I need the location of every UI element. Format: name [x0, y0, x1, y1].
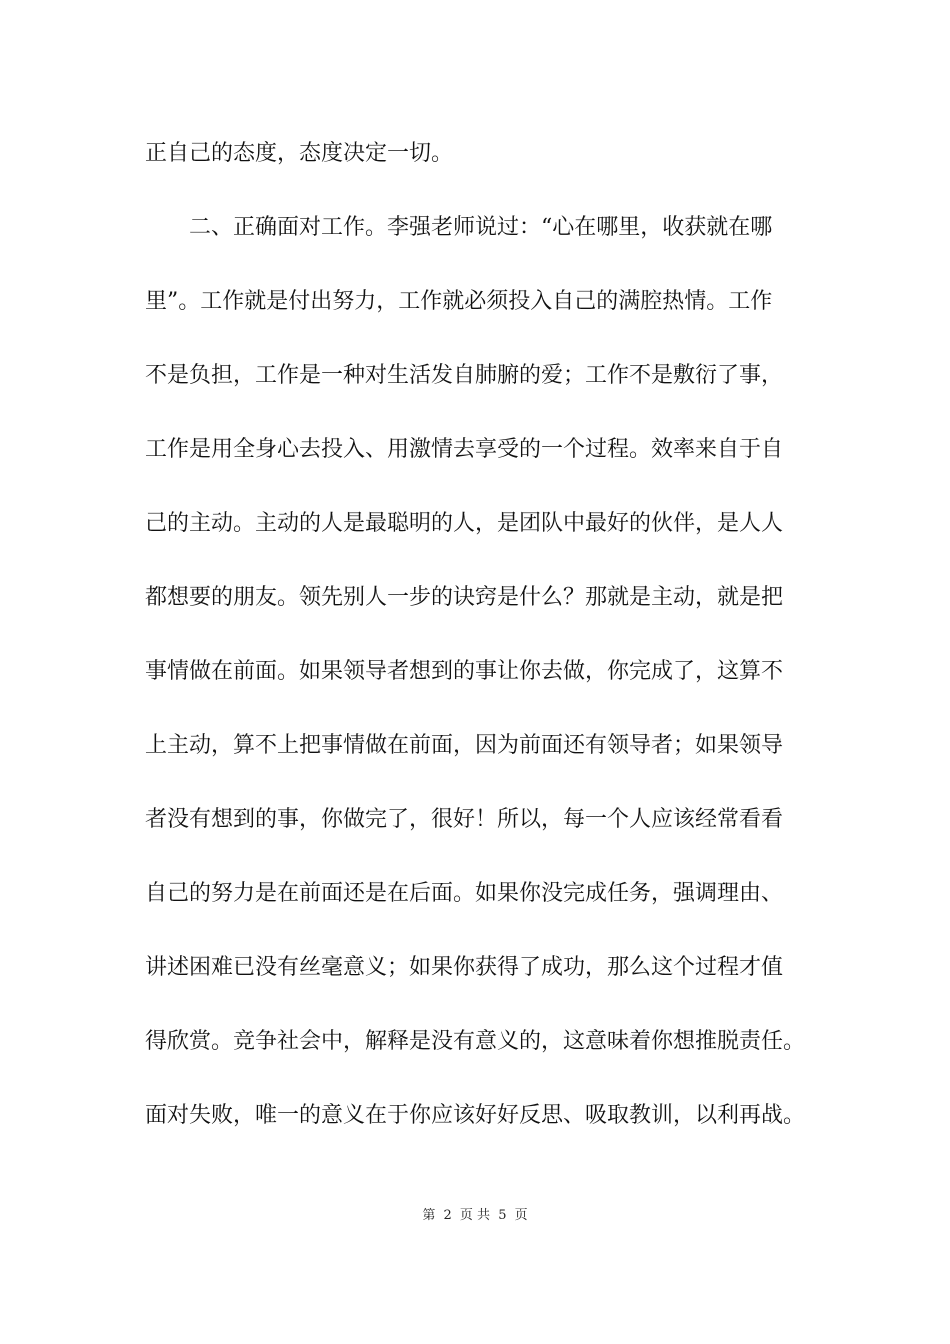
footer-current-page: 2: [443, 1208, 452, 1223]
footer-suffix: 页: [514, 1208, 528, 1223]
footer-middle: 页 共: [459, 1208, 491, 1223]
page-footer: [0, 1207, 950, 1225]
text-line: 正自己的态度，态度决定一切。: [145, 141, 454, 166]
text-line: 上主动，算不上把事情做在前面，因为前面还有领导者；如果领导: [145, 733, 784, 758]
text-line: 讲述困难已没有丝毫意义；如果你获得了成功，那么这个过程才值: [145, 955, 784, 980]
footer-prefix: 第: [422, 1208, 436, 1223]
paragraph-heading-line: 二、正确面对工作。李强老师说过：“心在哪里，收获就在哪: [145, 215, 773, 240]
text-line: 得欣赏。竞争社会中，解释是没有意义的，这意味着你想推脱责任。: [145, 1029, 806, 1054]
footer-total-pages: 5: [498, 1208, 507, 1223]
text-line: 面对失败，唯一的意义在于你应该好好反思、吸取教训，以利再战。: [145, 1103, 806, 1128]
text-line: 者没有想到的事，你做完了，很好！所以，每一个人应该经常看看: [145, 807, 784, 832]
text-line: 自己的努力是在前面还是在后面。如果你没完成任务，强调理由、: [145, 881, 784, 906]
text-line: 己的主动。主动的人是最聪明的人，是团队中最好的伙伴，是人人: [145, 511, 784, 536]
text-line: 不是负担，工作是一种对生活发自肺腑的爱；工作不是敷衍了事，: [145, 363, 784, 388]
text-line: 工作是用全身心去投入、用激情去享受的一个过程。效率来自于自: [145, 437, 784, 462]
text-line: 都想要的朋友。领先别人一步的诀窍是什么？那就是主动，就是把: [145, 585, 784, 610]
text-line: 里”。工作就是付出努力，工作就必须投入自己的满腔热情。工作: [145, 289, 773, 314]
text-line: 事情做在前面。如果领导者想到的事让你去做，你完成了，这算不: [145, 659, 784, 684]
